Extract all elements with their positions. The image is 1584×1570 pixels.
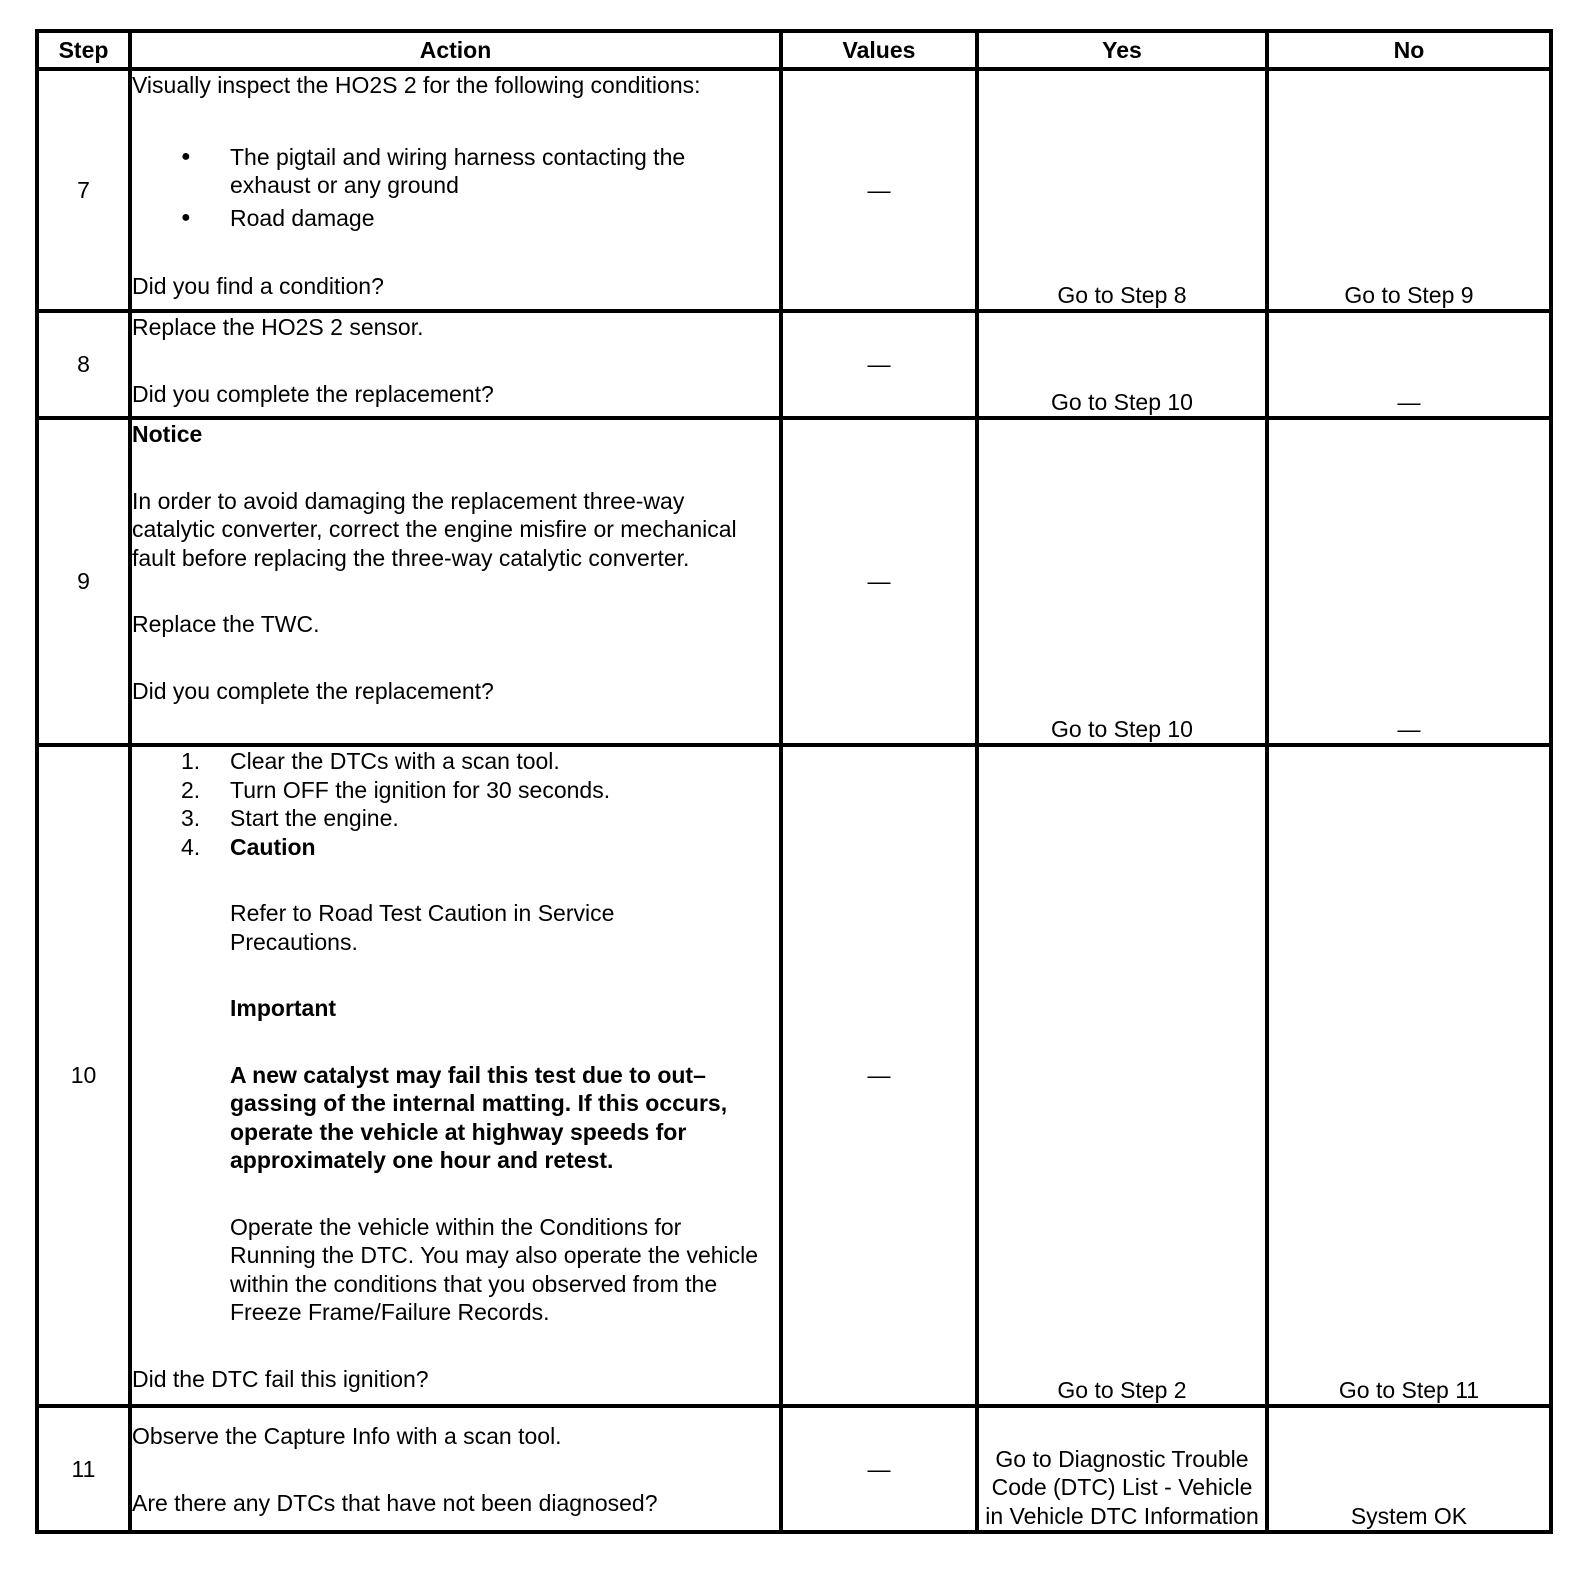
header-no: No xyxy=(1267,31,1551,69)
step-number: 7 xyxy=(37,69,130,311)
no-cell: — xyxy=(1267,311,1551,418)
header-row xyxy=(37,31,1551,69)
value-cell: — xyxy=(781,69,977,311)
list-item: ● The pigtail and wiring harness contacting the exhaust or any ground xyxy=(132,143,779,200)
no-cell: Go to Step 9 xyxy=(1267,69,1551,311)
table-row xyxy=(37,1406,1551,1532)
item-number: 4. xyxy=(181,833,201,860)
caution-text: Refer to Road Test Caution in Service Precautions. xyxy=(230,900,615,955)
notice-title: Notice xyxy=(132,421,203,447)
step-number: 10 xyxy=(37,745,130,1406)
important-text: A new catalyst may fail this test due to out–gassing of the internal matting. If this occurs, operate the vehicle at highway speeds for approximately one hour and retest. xyxy=(230,1061,728,1173)
step-number: 11 xyxy=(37,1406,130,1532)
action-cell xyxy=(130,745,781,1406)
operate-text: Operate the vehicle within the Conditions for Running the DTC. You may also operate the vehicle within the conditions that you observed from the Freeze Frame/Failure Records. xyxy=(230,1213,759,1325)
action-intro: Visually inspect the HO2S 2 for the following conditions: xyxy=(132,72,701,98)
action-cell xyxy=(130,1406,781,1532)
header-step: Step xyxy=(37,31,130,69)
header-yes: Yes xyxy=(977,31,1267,69)
table-row xyxy=(37,69,1551,311)
value-cell: — xyxy=(781,1406,977,1532)
item-number: 3. xyxy=(181,805,201,831)
list-item xyxy=(132,804,779,833)
list-item xyxy=(132,747,779,776)
action-text: Observe the Capture Info with a scan tool. xyxy=(132,1423,562,1449)
action-text: Replace the HO2S 2 sensor. xyxy=(132,314,424,340)
item-text: Clear the DTCs with a scan tool. xyxy=(230,748,560,774)
list-item: ● Road damage xyxy=(132,204,779,233)
action-question: Did you find a condition? xyxy=(132,273,384,299)
table-row xyxy=(37,418,1551,745)
no-cell: System OK xyxy=(1267,1406,1551,1532)
step-number: 8 xyxy=(37,311,130,418)
yes-cell: Go to Step 10 xyxy=(977,418,1267,745)
item-text: Turn OFF the ignition for 30 seconds. xyxy=(230,776,611,803)
item-number: 1. xyxy=(181,748,201,774)
action-question: Did you complete the replacement? xyxy=(132,677,494,704)
item-number: 2. xyxy=(181,776,201,803)
procedure-list xyxy=(132,747,779,861)
value-cell: — xyxy=(781,745,977,1406)
table-row xyxy=(37,745,1551,1406)
action-text: Replace the TWC. xyxy=(132,611,320,637)
action-question: Did you complete the replacement? xyxy=(132,380,494,407)
value-cell: — xyxy=(781,311,977,418)
action-cell xyxy=(130,311,781,418)
list-item xyxy=(132,776,779,805)
action-cell xyxy=(130,69,781,311)
table-row xyxy=(37,311,1551,418)
header-action: Action xyxy=(130,31,781,69)
item-text: Start the engine. xyxy=(230,805,399,831)
action-question: Are there any DTCs that have not been diagnosed? xyxy=(132,1489,658,1516)
no-cell: Go to Step 11 xyxy=(1267,745,1551,1406)
yes-cell: Go to Step 10 xyxy=(977,311,1267,418)
action-cell xyxy=(130,418,781,745)
list-item xyxy=(132,833,779,862)
diagnostic-table xyxy=(35,29,1553,1534)
no-cell: — xyxy=(1267,418,1551,745)
yes-cell: Go to Step 2 xyxy=(977,745,1267,1406)
header-values: Values xyxy=(781,31,977,69)
action-question: Did the DTC fail this ignition? xyxy=(132,1365,429,1392)
value-cell: — xyxy=(781,418,977,745)
condition-list xyxy=(132,143,779,233)
caution-title: Caution xyxy=(230,833,316,860)
step-number: 9 xyxy=(37,418,130,745)
important-title: Important xyxy=(230,995,337,1021)
yes-cell: Go to Diagnostic Trouble Code (DTC) List - Vehicle in Vehicle DTC Information xyxy=(977,1406,1267,1532)
notice-text: In order to avoid damaging the replacement three-way catalytic converter, correct the engine misfire or mechanical fault before replacing the three-way catalytic converter. xyxy=(132,487,737,571)
yes-cell: Go to Step 8 xyxy=(977,69,1267,311)
